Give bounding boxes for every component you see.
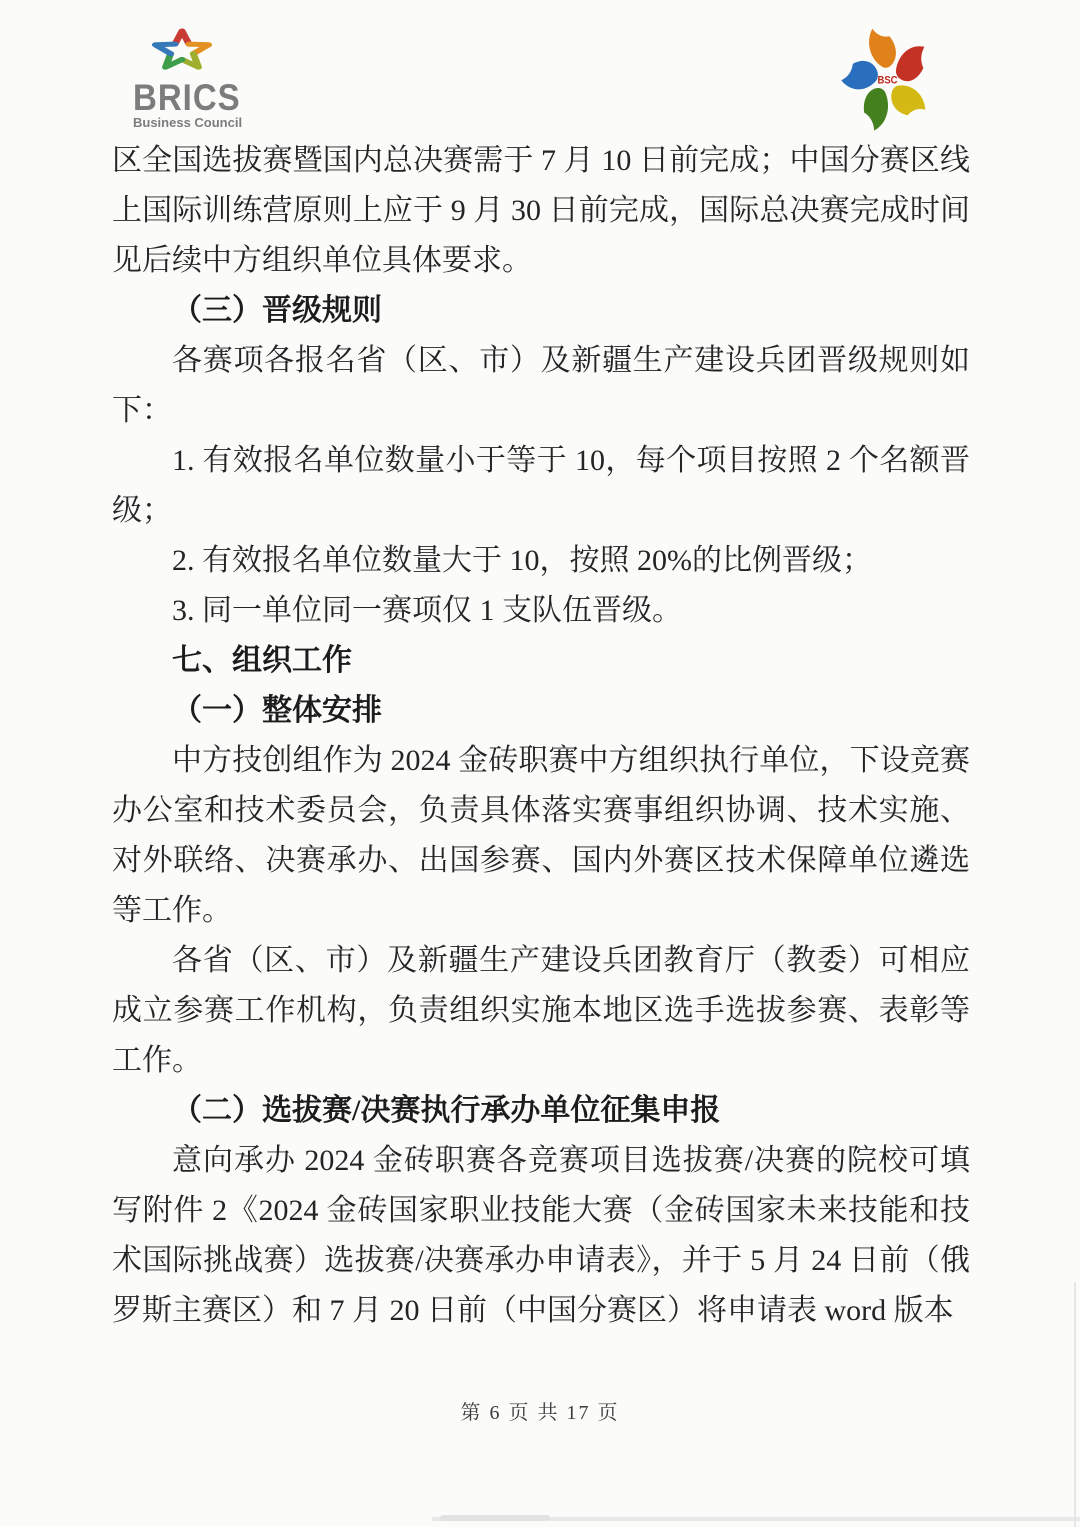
bsc-logo-label: BSC [877,75,898,87]
brics-logo-subtitle: Business Council [133,115,243,130]
section-heading-overall-arrangement: （一）整体安排 [172,694,382,727]
page-number: 第 6 页 共 17 页 [460,1402,620,1424]
section-heading-organization-work: 七、组织工作 [172,644,352,677]
brics-logo-title: BRICS [133,76,241,118]
scan-edge-smudge [440,1515,550,1521]
bsc-pinwheel-icon [840,22,935,132]
section-heading-promotion-rules: （三）晋级规则 [172,294,382,327]
scan-edge-right [1074,1282,1076,1527]
body-paragraph: 各省（区、市）及新疆生产建设兵团教育厅（教委）可相应成立参赛工作机构，负责组织实施本地区选手选拔参赛、表彰等工作。 [112,944,970,1077]
list-item-2: 2. 有效报名单位数量大于 10，按照 20%的比例晋级； [172,544,872,577]
body-paragraph: 区全国选拔赛暨国内总决赛需于 7 月 10 日前完成；中国分赛区线上国际训练营原则上应于 9 月 30 日前完成，国际总决赛完成时间见后续中方组织单位具体要求。 [112,144,970,277]
document-body [112,136,970,1336]
list-item-3: 3. 同一单位同一赛项仅 1 支队伍晋级。 [172,594,682,627]
body-paragraph: 意向承办 2024 金砖职赛各竞赛项目选拔赛/决赛的院校可填写附件 2《2024 金砖国家职业技能大赛（金砖国家未来技能和技术国际挑战赛）选拔赛/决赛承办申请表》，并于 5 月 24 日前（俄罗斯主赛区）和 7 月 20 日前（中国分赛区）将申请表 word 版本 [112,1144,970,1327]
body-paragraph: 各赛项各报名省（区、市）及新疆生产建设兵团晋级规则如下： [112,344,970,427]
body-paragraph: 中方技创组作为 2024 金砖职赛中方组织执行单位，下设竞赛办公室和技术委员会，负责具体落实赛事组织协调、技术实施、对外联络、决赛承办、出国参赛、国内外赛区技术保障单位遴选等工作。 [112,744,970,927]
brics-business-council-logo [133,26,263,130]
brics-star-icon [133,26,263,81]
list-item-1: 1. 有效报名单位数量小于等于 10，每个项目按照 2 个名额晋级； [112,444,970,527]
section-heading-host-application: （二）选拔赛/决赛执行承办单位征集申报 [172,1094,721,1127]
